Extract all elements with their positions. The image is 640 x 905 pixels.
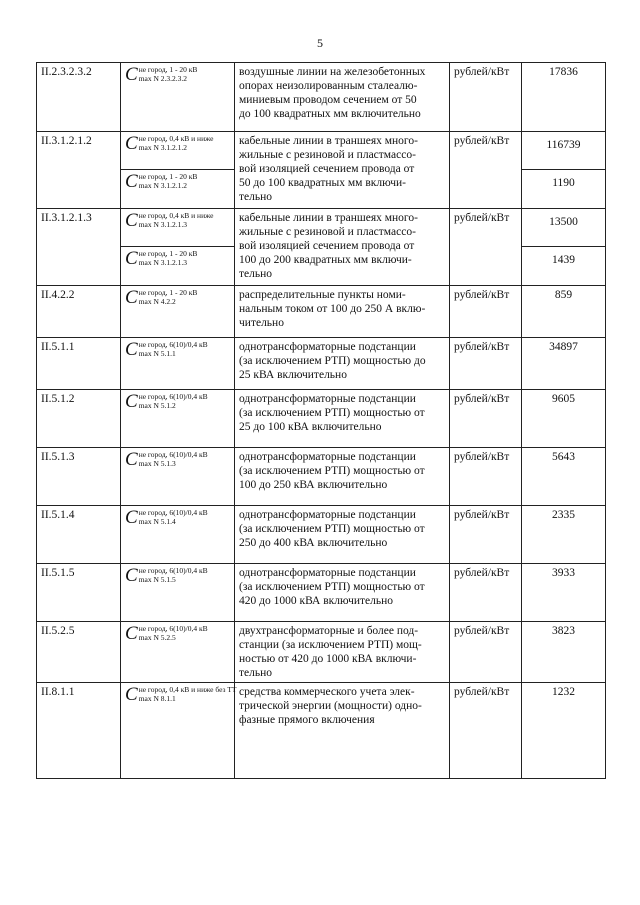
description-line: (за исключением РТП) мощностью до (239, 355, 426, 367)
rate-formula (125, 172, 230, 190)
unit-cell (450, 209, 522, 286)
table-row (37, 63, 606, 132)
description-line: (за исключением РТП) мощностью от (239, 465, 425, 477)
rate-symbol: C (125, 133, 138, 154)
description-line: (за исключением РТП) мощностью от (239, 581, 425, 593)
rate-value-text: 116739 (546, 139, 581, 151)
row-description (235, 132, 450, 209)
formula-cell (121, 209, 235, 247)
table-row (37, 506, 606, 564)
rate-value (522, 286, 606, 338)
formula-cell (121, 506, 235, 564)
rate-value-text: 13500 (549, 216, 578, 228)
formula-subscript: max N 5.1.1 (138, 349, 176, 358)
formula-superscript: не город, 1 - 20 кВ (138, 288, 198, 297)
description-line: 250 до 400 кВА включительно (239, 537, 388, 549)
rate-symbol: C (125, 449, 138, 470)
unit-cell (450, 683, 522, 779)
row-code-text: II.2.3.2.3.2 (41, 66, 92, 78)
formula-superscript: не город, 6(10)/0,4 кВ (138, 392, 208, 401)
description-line: тельно (239, 268, 273, 280)
description-line: распределительные пункты номи- (239, 289, 406, 301)
table-row (37, 448, 606, 506)
formula-cell (121, 622, 235, 683)
rate-value (522, 63, 606, 132)
row-description (235, 209, 450, 286)
rate-value (522, 338, 606, 390)
tariff-table (36, 62, 606, 779)
description-line: кабельные линии в траншеях много- (239, 212, 418, 224)
unit-cell (450, 506, 522, 564)
rate-formula (125, 392, 230, 410)
row-description (235, 622, 450, 683)
table-row (37, 622, 606, 683)
rate-value-text: 1232 (552, 686, 575, 698)
rate-value (522, 209, 606, 247)
description-line: однотрансформаторные подстанции (239, 393, 416, 405)
row-code (37, 390, 121, 448)
formula-subscript: max N 5.1.4 (138, 517, 176, 526)
table-row (37, 564, 606, 622)
unit-label: рублей/кВт (454, 341, 510, 353)
formula-superscript: не город, 6(10)/0,4 кВ (138, 508, 208, 517)
unit-label: рублей/кВт (454, 686, 510, 698)
description-line: жильные с резиновой и пластмассо- (239, 226, 416, 238)
formula-superscript: не город, 6(10)/0,4 кВ (138, 450, 208, 459)
formula-subscript: max N 3.1.2.1.3 (138, 220, 188, 229)
rate-value (522, 622, 606, 683)
description-line: до 100 квадратных мм включительно (239, 108, 421, 120)
row-description (235, 338, 450, 390)
rate-value (522, 390, 606, 448)
unit-cell (450, 622, 522, 683)
description-line: 50 до 100 квадратных мм включи- (239, 177, 406, 189)
rate-value (522, 247, 606, 286)
formula-subscript: max N 2.3.2.3.2 (138, 74, 188, 83)
unit-label: рублей/кВт (454, 393, 510, 405)
formula-cell (121, 338, 235, 390)
description-line: опорах неизолированным сталеалю- (239, 80, 418, 92)
rate-value (522, 683, 606, 779)
unit-label: рублей/кВт (454, 567, 510, 579)
formula-cell (121, 448, 235, 506)
rate-value (522, 506, 606, 564)
rate-value-text: 34897 (549, 341, 578, 353)
description-line: (за исключением РТП) мощностью от (239, 407, 425, 419)
rate-symbol: C (125, 64, 138, 85)
description-line: чительно (239, 317, 284, 329)
description-line: однотрансформаторные подстанции (239, 341, 416, 353)
formula-superscript: не город, 0,4 кВ и ниже (138, 134, 214, 143)
rate-symbol: C (125, 248, 138, 269)
row-description (235, 448, 450, 506)
rate-value-text: 17836 (549, 66, 578, 78)
formula-subscript: max N 8.1.1 (138, 694, 176, 703)
rate-value-text: 3933 (552, 567, 575, 579)
rate-symbol: C (125, 684, 138, 705)
formula-subscript: max N 5.1.3 (138, 459, 176, 468)
description-line: вой изоляцией сечением провода от (239, 240, 415, 252)
formula-cell (121, 286, 235, 338)
table-row (37, 132, 606, 170)
rate-symbol: C (125, 339, 138, 360)
row-code (37, 209, 121, 286)
row-code (37, 286, 121, 338)
rate-value (522, 448, 606, 506)
row-code-text: II.5.1.5 (41, 567, 75, 579)
description-line: двухтрансформаторные и более под- (239, 625, 419, 637)
rate-value-text: 1439 (552, 254, 575, 266)
rate-value-text: 1190 (552, 177, 575, 189)
rate-formula (125, 288, 230, 306)
unit-label: рублей/кВт (454, 212, 510, 224)
unit-cell (450, 390, 522, 448)
row-code (37, 506, 121, 564)
formula-superscript: не город, 0,4 кВ и ниже (138, 211, 214, 220)
formula-cell (121, 390, 235, 448)
formula-subscript: max N 4.2.2 (138, 297, 176, 306)
row-code-text: II.5.1.3 (41, 451, 75, 463)
formula-superscript: не город, 6(10)/0,4 кВ (138, 340, 208, 349)
formula-subscript: max N 3.1.2.1.2 (138, 143, 188, 152)
table-row (37, 683, 606, 779)
formula-superscript: не город, 6(10)/0,4 кВ (138, 624, 208, 633)
unit-cell (450, 448, 522, 506)
description-line: (за исключением РТП) мощностью от (239, 523, 425, 535)
description-line: 100 до 250 кВА включительно (239, 479, 388, 491)
description-line: 420 до 1000 кВА включительно (239, 595, 394, 607)
rate-formula (125, 450, 230, 468)
row-code (37, 564, 121, 622)
row-code-text: II.8.1.1 (41, 686, 75, 698)
rate-formula (125, 340, 230, 358)
unit-cell (450, 564, 522, 622)
row-code (37, 338, 121, 390)
rate-symbol: C (125, 171, 138, 192)
formula-cell (121, 247, 235, 286)
table-row (37, 209, 606, 247)
row-code (37, 63, 121, 132)
rate-formula (125, 508, 230, 526)
row-code (37, 683, 121, 779)
formula-subscript: max N 5.1.5 (138, 575, 176, 584)
description-line: воздушные линии на железобетонных (239, 66, 426, 78)
table-row (37, 390, 606, 448)
rate-formula (125, 684, 237, 705)
rate-formula (125, 134, 230, 152)
description-line: тельно (239, 191, 273, 203)
rate-value-text: 9605 (552, 393, 575, 405)
unit-label: рублей/кВт (454, 289, 510, 301)
formula-superscript: не город, 6(10)/0,4 кВ (138, 566, 208, 575)
row-code-text: II.5.1.4 (41, 509, 75, 521)
rate-formula (125, 249, 230, 267)
row-code-text: II.3.1.2.1.3 (41, 212, 92, 224)
formula-subscript: max N 3.1.2.1.3 (138, 258, 188, 267)
row-description (235, 63, 450, 132)
formula-cell (121, 63, 235, 132)
formula-superscript: не город, 1 - 20 кВ (138, 172, 198, 181)
row-code (37, 448, 121, 506)
formula-subscript: max N 5.2.5 (138, 633, 176, 642)
formula-subscript: max N 5.1.2 (138, 401, 176, 410)
rate-symbol: C (125, 287, 138, 308)
row-code-text: II.5.1.1 (41, 341, 75, 353)
rate-formula (125, 211, 230, 229)
rate-value-text: 5643 (552, 451, 575, 463)
unit-cell (450, 132, 522, 209)
row-description (235, 390, 450, 448)
row-code (37, 622, 121, 683)
row-description (235, 564, 450, 622)
rate-value (522, 170, 606, 209)
description-line: однотрансформаторные подстанции (239, 567, 416, 579)
row-code-text: II.3.1.2.1.2 (41, 135, 92, 147)
row-code-text: II.5.2.5 (41, 625, 75, 637)
rate-symbol: C (125, 565, 138, 586)
page-number: 5 (317, 36, 323, 50)
description-line: миниевым проводом сечением от 50 (239, 94, 417, 106)
description-line: однотрансформаторные подстанции (239, 451, 416, 463)
row-description (235, 683, 450, 779)
rate-value-text: 859 (554, 289, 573, 301)
rate-value-text: 2335 (552, 509, 575, 521)
rate-symbol: C (125, 623, 138, 644)
description-line: однотрансформаторные подстанции (239, 509, 416, 521)
rate-formula (125, 624, 230, 642)
description-line: 25 до 100 кВА включительно (239, 421, 382, 433)
formula-superscript: не город, 1 - 20 кВ (138, 65, 198, 74)
description-line: фазные прямого включения (239, 714, 375, 726)
rate-symbol: C (125, 391, 138, 412)
table-row (37, 286, 606, 338)
row-description (235, 286, 450, 338)
description-line: станции (за исключением РТП) мощ- (239, 639, 422, 651)
description-line: жильные с резиновой и пластмассо- (239, 149, 416, 161)
formula-subscript: max N 3.1.2.1.2 (138, 181, 188, 190)
formula-cell (121, 564, 235, 622)
row-description (235, 506, 450, 564)
rate-value (522, 564, 606, 622)
description-line: тельно (239, 667, 273, 679)
rate-value-text: 3823 (552, 625, 575, 637)
description-line: трической энергии (мощности) одно- (239, 700, 422, 712)
unit-cell (450, 63, 522, 132)
row-code-text: II.4.2.2 (41, 289, 75, 301)
rate-formula (125, 65, 230, 83)
description-line: вой изоляцией сечением провода от (239, 163, 415, 175)
table-row (37, 338, 606, 390)
row-code (37, 132, 121, 209)
rate-symbol: C (125, 507, 138, 528)
description-line: средства коммерческого учета элек- (239, 686, 415, 698)
formula-cell (121, 170, 235, 209)
row-code-text: II.5.1.2 (41, 393, 75, 405)
unit-label: рублей/кВт (454, 135, 510, 147)
formula-cell (121, 132, 235, 170)
formula-cell (121, 683, 235, 779)
formula-superscript: не город, 1 - 20 кВ (138, 249, 198, 258)
rate-formula (125, 566, 230, 584)
description-line: 25 кВА включительно (239, 369, 347, 381)
description-line: 100 до 200 квадратных мм включи- (239, 254, 412, 266)
description-line: кабельные линии в траншеях много- (239, 135, 418, 147)
unit-label: рублей/кВт (454, 451, 510, 463)
description-line: нальным током от 100 до 250 А вклю- (239, 303, 426, 315)
rate-value (522, 132, 606, 170)
unit-label: рублей/кВт (454, 509, 510, 521)
unit-label: рублей/кВт (454, 66, 510, 78)
unit-cell (450, 286, 522, 338)
description-line: ностью от 420 до 1000 кВА включи- (239, 653, 417, 665)
formula-superscript: не город, 0,4 кВ и ниже без ТТ (138, 685, 237, 694)
rate-symbol: C (125, 210, 138, 231)
unit-cell (450, 338, 522, 390)
unit-label: рублей/кВт (454, 625, 510, 637)
